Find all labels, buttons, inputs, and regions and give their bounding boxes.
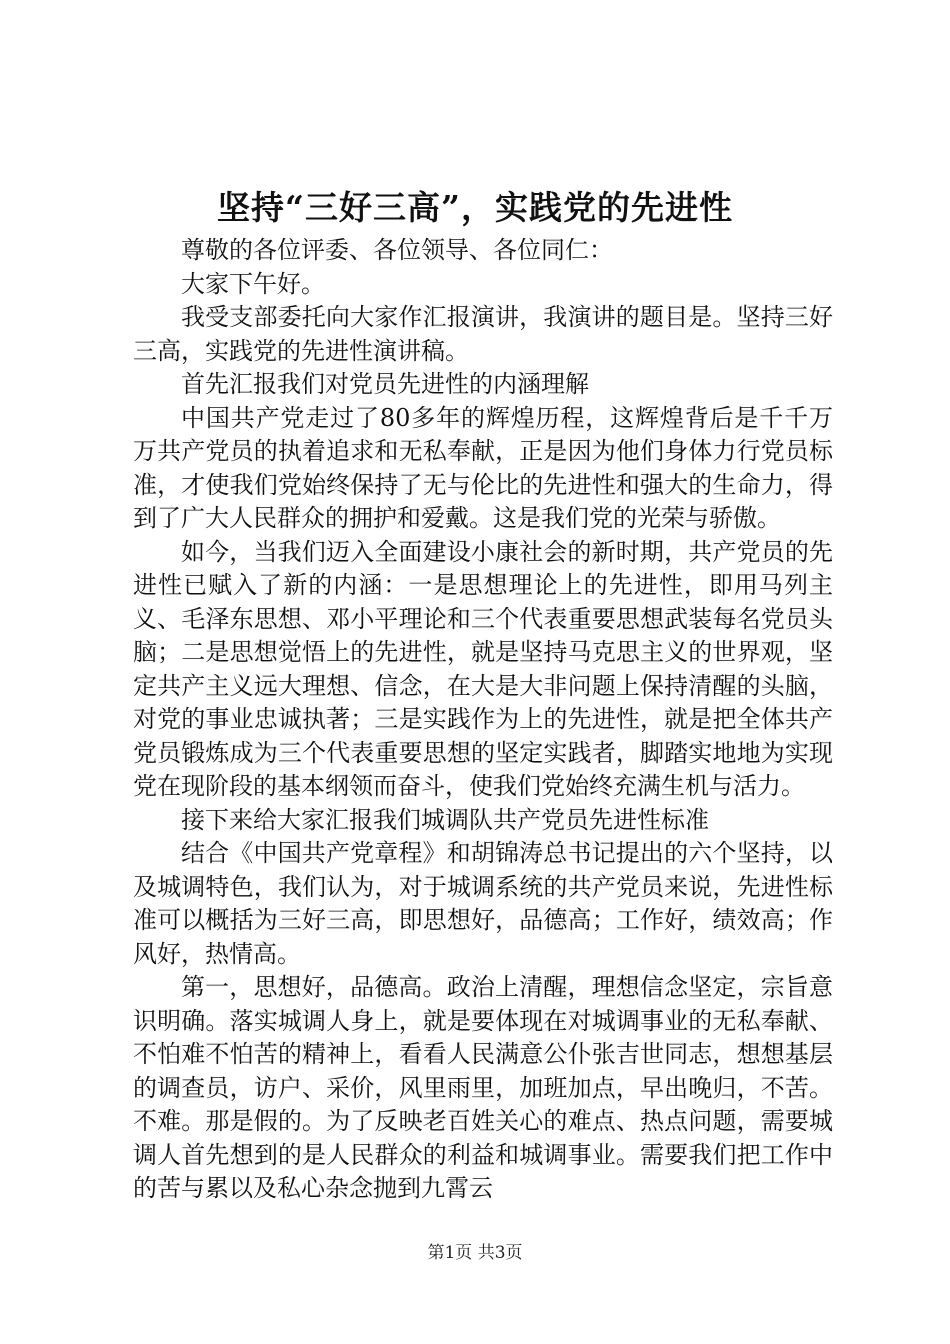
section-heading-standard: 接下来给大家汇报我们城调队共产党员先进性标准: [181, 805, 709, 834]
paragraph-first-point: 第一，思想好，品德高。政治上清醒，理想信念坚定，宗旨意识明确。落实城调人身上，就是要体现在对城调事业的无私奉献、不怕难不怕苦的精神上，看看人民满意公仆张吉世同志，想想基层的调查员，访户、采价，风里雨里，加班加点，早出晚归，不苦。不难。那是假的。为了反映老百姓关心的难点、热点问题，需要城调人首先想到的是人民群众的利益和城调事业。需要我们把工作中的苦与累以及私心杂念抛到九霄云: [133, 973, 833, 1202]
document-title: 坚持“三好三高”，实践党的先进性: [217, 188, 733, 227]
section-heading-connotation: 首先汇报我们对党员先进性的内涵理解: [181, 370, 589, 398]
document-body: [133, 234, 833, 1206]
paragraph-topic: 我受支部委托向大家作汇报演讲，我演讲的题目是。坚持三好三高，实践党的先进性演讲稿。: [133, 303, 833, 365]
page-number-footer: 第1页 共3页: [427, 1243, 523, 1263]
paragraph-greeting: 尊敬的各位评委、各位领导、各位同仁：: [181, 236, 613, 264]
paragraph-standard: 结合《中国共产党章程》和胡锦涛总书记提出的六个坚持，以及城调特色，我们认为，对于城调系统的共产党员来说，先进性标准可以概括为三好三高，即思想好，品德高；工作好，绩效高；作风好，热情高。: [133, 839, 833, 968]
paragraph-new-connotation: 如今，当我们迈入全面建设小康社会的新时期，共产党员的先进性已赋入了新的内涵：一是思想理论上的先进性，即用马列主义、毛泽东思想、邓小平理论和三个代表重要思想武装每名党员头脑；二是思想觉悟上的先进性，就是坚持马克思主义的世界观，坚定共产主义远大理想、信念，在大是大非问题上保持清醒的头脑，对党的事业忠诚执著；三是实践作为上的先进性，就是把全体共产党员锻炼成为三个代表重要思想的坚定实践者，脚踏实地地为实现党在现阶段的基本纲领而奋斗，使我们党始终充满生机与活力。: [133, 537, 833, 800]
paragraph-history: 中国共产党走过了80多年的辉煌历程，这辉煌背后是千千万万共产党员的执着追求和无私奉献，正是因为他们身体力行党员标准，才使我们党始终保持了无与伦比的先进性和强大的生命力，得到了广大人民群众的拥护和爱戴。这是我们党的光荣与骄傲。: [133, 403, 833, 532]
paragraph-salutation: 大家下午好。: [181, 269, 325, 298]
